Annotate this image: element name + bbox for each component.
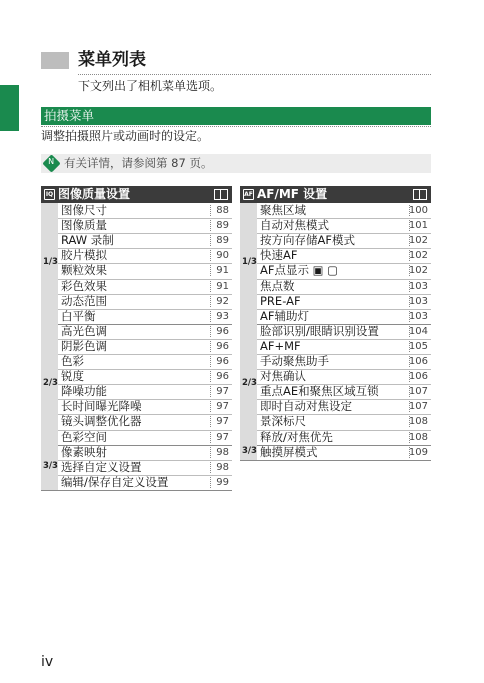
menu-item-page: 96 [216,371,229,383]
group-page-label: 2/3 [242,378,257,389]
menu-item-page: 102 [408,250,428,262]
menu-item-name: 手动聚焦助手 [260,354,329,368]
note-icon: N [42,154,60,172]
menu-item-name: 色彩 [61,354,84,368]
group-page-indicator [41,203,58,324]
menu-item-name: PRE-AF [260,293,301,308]
menu-item-name: 降噪功能 [61,384,107,399]
menu-row [58,430,232,445]
menu-item-name: 重点AE和聚焦区域互锁 [260,384,379,399]
menu-item-name: 胶片模拟 [61,248,107,263]
menu-item-name: 锐度 [61,369,84,384]
menu-row [257,445,431,460]
menu-item-name: 高光色调 [61,323,107,338]
menu-item-page: 97 [216,386,229,398]
page-separator [210,281,211,292]
menu-item-name: 像素映射 [61,444,107,459]
menu-item-name: 颗粒效果 [61,263,107,278]
page-number: iv [41,654,54,670]
menu-row [257,233,431,248]
menu-item-page: 91 [216,280,229,292]
table-header [41,186,232,203]
menu-item-page: 89 [216,235,229,247]
menu-row [257,309,431,324]
menu-item-name: 快速AF [260,248,298,263]
menu-item-page: 91 [216,265,229,277]
menu-item-name: 触摸屏模式 [260,444,318,459]
group-page-indicator [41,324,58,445]
group-page-label: 1/3 [43,257,58,268]
image-quality-icon: IQ [45,191,54,198]
page-separator [210,432,211,443]
menu-item-name: 景深标尺 [260,414,306,429]
menu-item-page: 92 [216,295,229,307]
reference-note [41,154,431,173]
menu-item-page: 100 [408,205,428,216]
menu-item-name: AF+MF [260,338,301,353]
menu-row [58,445,232,460]
page-separator [210,205,211,216]
note-text: 有关详情，请参阅第 87 页。 [64,156,213,170]
menu-row [257,369,431,384]
group-page-label: 3/3 [242,446,257,457]
menu-item-page: 96 [216,356,229,367]
menu-item-page: 101 [408,220,428,232]
group-divider [41,490,232,491]
page-separator [210,356,211,367]
heading-marker [41,52,69,69]
menu-item-page: 89 [216,220,229,232]
menu-row [58,294,232,309]
menu-item-page: 108 [408,431,428,443]
menu-row [257,430,431,445]
menu-item-page: 98 [216,461,229,473]
menu-item-name: 选择自定义设置 [61,459,142,474]
page-separator [210,326,211,337]
menu-row [58,203,232,218]
menu-item-name: 聚焦区域 [260,203,306,217]
menu-item-name: 脸部识别/眼睛识别设置 [260,323,379,338]
af-mf-icon: AF [244,191,253,198]
menu-item-page: 88 [216,205,229,216]
page-separator [210,220,211,231]
menu-item-page: 96 [216,340,229,352]
menu-item-name: 对焦确认 [260,369,306,384]
menu-item-page: 106 [408,356,428,367]
page-separator [210,250,211,261]
menu-item-name: AF辅助灯 [260,308,309,323]
menu-row [58,339,232,354]
menu-row [58,233,232,248]
menu-item-page: 90 [216,250,229,262]
menu-item-name: 彩色效果 [61,278,107,293]
menu-item-name: 镜头调整优化器 [61,414,142,429]
book-icon [413,189,427,200]
menu-row [58,248,232,263]
menu-item-name: 即时自动对焦设定 [260,399,352,414]
page-separator [210,386,211,397]
book-icon [214,189,228,200]
menu-item-page: 99 [216,476,229,488]
menu-item-page: 96 [216,325,229,337]
menu-item-name: 编辑/保存自定义设置 [61,474,169,489]
menu-row [257,203,431,218]
menu-row [257,339,431,354]
menu-item-name: 自动对焦模式 [260,218,329,233]
group-page-indicator [240,324,257,445]
page-separator [210,296,211,307]
table-header-title: 图像质量设置 [58,187,131,201]
intro-text: 下文列出了相机菜单选项。 [78,79,223,93]
group-page-indicator [41,445,58,490]
group-page-label: 3/3 [43,461,58,472]
menu-item-name: 图像质量 [61,218,107,233]
menu-row [257,324,431,339]
page-separator [210,265,211,276]
menu-row [257,354,431,369]
menu-item-name: 白平衡 [61,308,96,323]
menu-row [58,218,232,233]
menu-item-name: 按方向存储AF模式 [260,233,355,248]
menu-item-page: 97 [216,416,229,428]
menu-item-name: 释放/对焦优先 [260,429,333,444]
shooting-menu-label: 拍摄菜单 [44,108,95,123]
menu-row [58,309,232,324]
menu-item-page: 109 [408,446,428,458]
menu-row [58,399,232,414]
menu-item-name: RAW 录制 [61,233,114,248]
shooting-menu-bar [41,107,431,125]
menu-row [58,475,232,490]
menu-item-page: 108 [408,416,428,428]
group-page-indicator [240,203,257,324]
menu-row [257,263,431,278]
shooting-menu-rule [41,126,431,127]
menu-item-page: 103 [408,280,428,292]
page-separator [210,477,211,488]
group-page-indicator [240,445,257,460]
menu-item-page: 107 [408,401,428,413]
menu-row [257,248,431,263]
menu-item-page: 97 [216,431,229,443]
menu-row [257,414,431,429]
menu-item-page: 107 [408,386,428,398]
menu-row [257,294,431,309]
page-separator [210,401,211,412]
menu-item-name: 焦点数 [260,278,295,293]
menu-item-name: 阴影色调 [61,338,107,353]
page-separator [210,371,211,382]
menu-item-name: AF点显示 ▣ ▢ [260,263,339,278]
menu-row [58,460,232,475]
menu-row [58,354,232,369]
heading-rule [78,74,431,75]
page-separator [210,447,211,458]
menu-item-page: 103 [408,295,428,307]
menu-item-page: 103 [408,310,428,322]
page-separator [210,235,211,246]
menu-row [257,218,431,233]
menu-item-page: 97 [216,401,229,413]
group-page-label: 2/3 [43,378,58,389]
group-page-label: 1/3 [242,257,257,268]
group-divider [240,460,431,461]
menu-item-name: 长时间曝光降噪 [61,399,142,414]
menu-row [257,399,431,414]
menu-item-page: 102 [408,235,428,247]
menu-row [257,279,431,294]
menu-row [257,384,431,399]
menu-item-page: 105 [408,340,428,352]
menu-row [58,384,232,399]
menu-item-page: 104 [408,325,428,337]
table-header-title: AF/MF 设置 [257,187,328,201]
page-separator [210,416,211,427]
menu-item-page: 98 [216,446,229,458]
menu-item-page: 93 [216,310,229,322]
page-separator [210,341,211,352]
menu-item-name: 色彩空间 [61,429,107,444]
page-title: 菜单列表 [78,50,146,70]
page-separator [210,462,211,473]
menu-row [58,324,232,339]
menu-row [58,369,232,384]
menu-row [58,263,232,278]
table-header [240,186,431,203]
menu-item-page: 102 [408,265,428,277]
menu-row [58,279,232,294]
page-separator [210,311,211,322]
menu-item-name: 动态范围 [61,293,107,308]
menu-row [58,414,232,429]
section-heading [41,48,431,74]
menu-item-page: 106 [408,371,428,383]
menu-item-name: 图像尺寸 [61,203,107,217]
chapter-side-tab [0,85,19,131]
shooting-description: 调整拍摄照片或动画时的设定。 [41,129,210,143]
